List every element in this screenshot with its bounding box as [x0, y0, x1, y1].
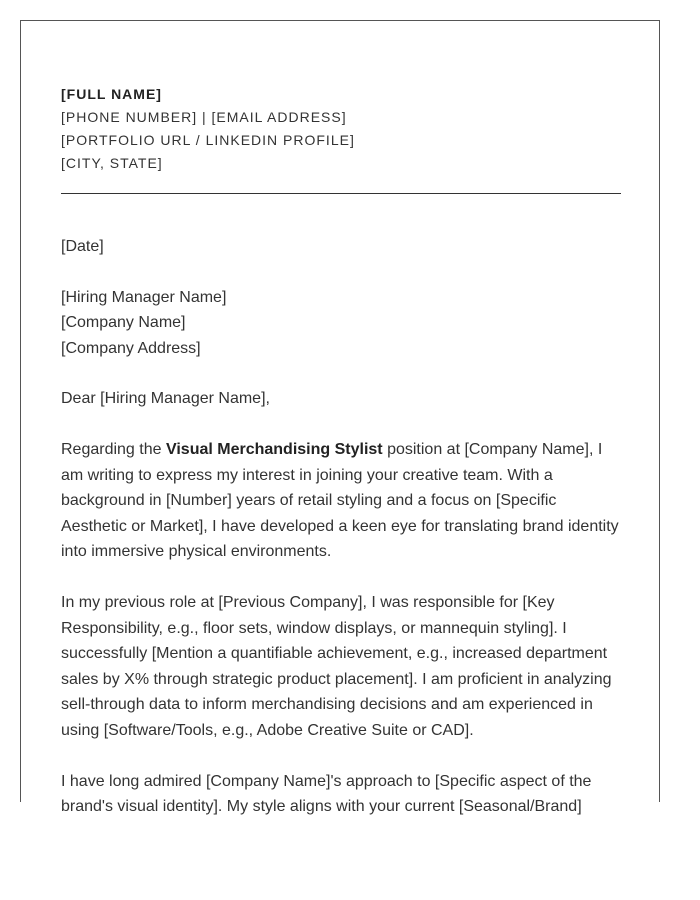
- paragraph-1: [61, 437, 623, 565]
- salutation: Dear [Hiring Manager Name],: [61, 390, 270, 408]
- letter-page: [20, 20, 660, 816]
- letter-date: [Date]: [61, 238, 104, 255]
- paragraph-3: I have long admired [Company Name]'s approach to [Specific aspect of the brand's visual identity]. My style aligns with your current [Seasonal/Brand]: [61, 772, 592, 816]
- paragraph-1-rest: position at [Company Name], I am writing to express my interest in joining your creative team. With a background in [Number] years of retail styling and a focus on [Specific Aesthetic or Market], I have developed a keen eye for translating brand identity into immersive physical environments.: [61, 440, 619, 561]
- recipient-hiring-manager: [Hiring Manager Name]: [61, 288, 227, 306]
- recipient-company-name: [Company Name]: [61, 314, 186, 332]
- paragraph-2: In my previous role at [Previous Company], I was responsible for [Key Responsibility, e.g., floor sets, window displays, or mannequin styling]. I successfully [Mention a quantifiable achievement, e.g., increased department sales by X% through strategic product placement]. I am proficient in analyzing sell-through data to inform merchandising decisions and am experienced in using [Software/Tools, e.g., Adobe Creative Suite or CAD].: [61, 593, 612, 739]
- recipient-company-address: [Company Address]: [61, 339, 201, 357]
- recipient-block: [61, 285, 623, 362]
- paragraph-1-intro: Regarding the: [61, 440, 166, 458]
- letter-header: [61, 83, 621, 175]
- header-divider: [61, 193, 621, 194]
- full-name: [FULL NAME]: [61, 86, 162, 102]
- letter-body: [61, 234, 623, 845]
- position-title: Visual Merchandising Stylist: [165, 440, 383, 458]
- contact-line: [PHONE NUMBER] | [EMAIL ADDRESS]: [61, 109, 347, 125]
- portfolio-line: [PORTFOLIO URL / LINKEDIN PROFILE]: [61, 132, 355, 148]
- location-line: [CITY, STATE]: [61, 155, 163, 171]
